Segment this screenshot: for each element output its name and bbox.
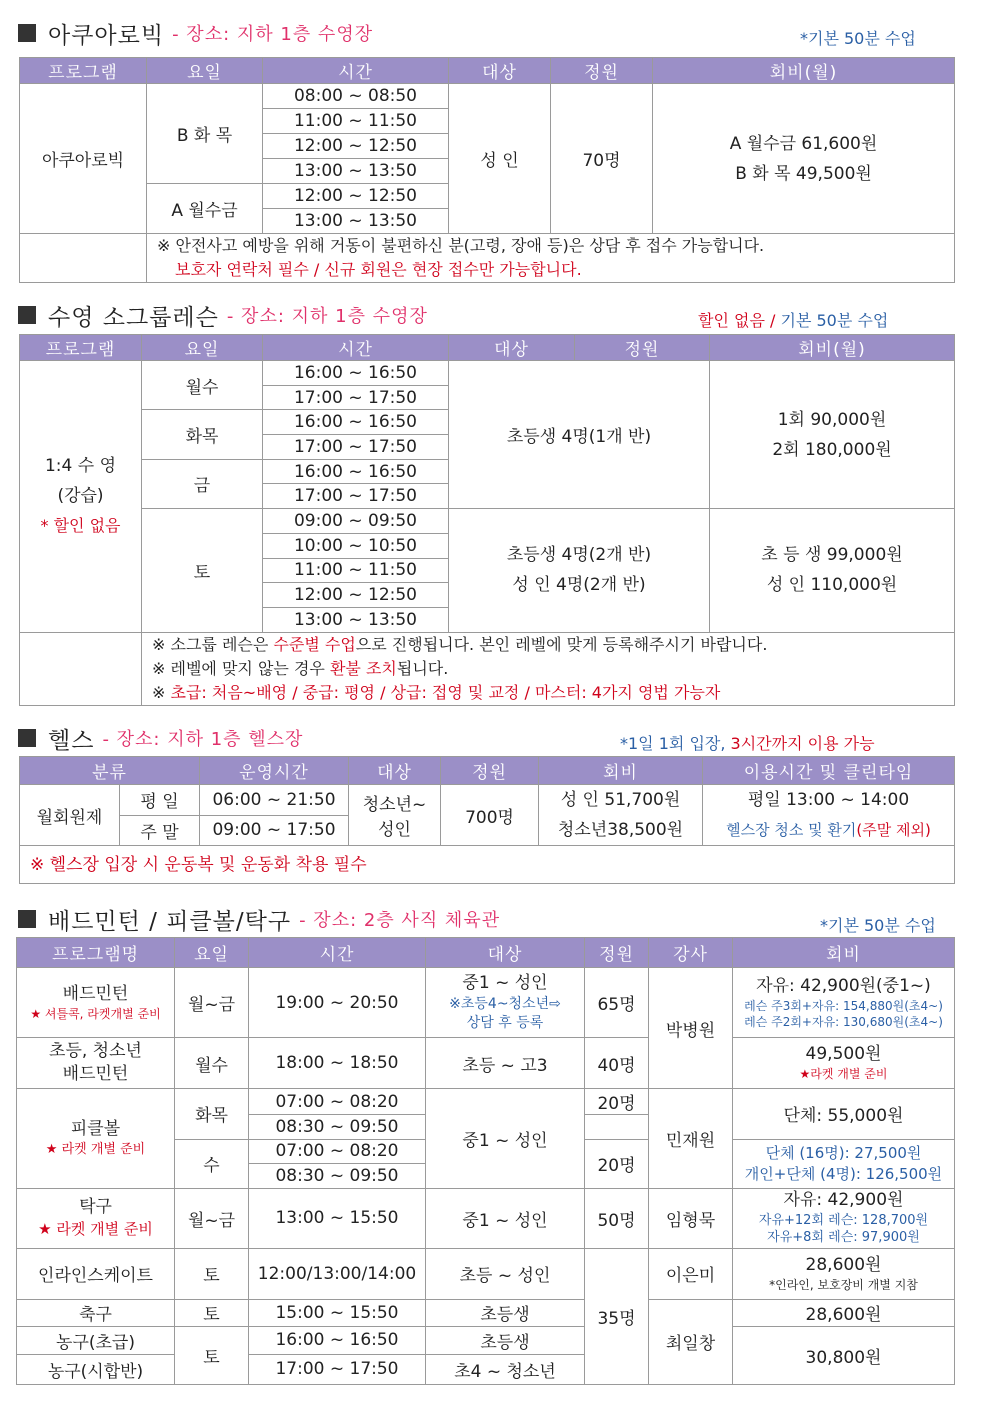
target-cell: 초4 ~ 청소년 bbox=[426, 1354, 585, 1384]
square-bullet-icon bbox=[18, 306, 36, 324]
section-title: 헬스 bbox=[48, 727, 95, 754]
instructor-cell: 최일창 bbox=[649, 1299, 733, 1384]
col-header: 대상 bbox=[449, 335, 575, 361]
day-cell: A 월수금 bbox=[147, 184, 263, 234]
program-line: 피클볼 bbox=[70, 1119, 121, 1139]
col-header: 정원 bbox=[551, 58, 653, 84]
col-header: 시간 bbox=[263, 58, 449, 84]
fee-line: B 화 목 49,500원 bbox=[735, 163, 872, 184]
col-header: 정원 bbox=[575, 335, 710, 361]
program-name: 아쿠아로빅 bbox=[20, 84, 147, 234]
fee-cell: 30,800원 bbox=[733, 1326, 955, 1384]
section-title: 수영 소그룹레슨 bbox=[48, 304, 219, 331]
notice-line bbox=[152, 633, 954, 657]
capacity-cell: 35명 bbox=[585, 1248, 649, 1384]
program-line: 배드민턴 bbox=[62, 1064, 129, 1084]
swim-table bbox=[19, 334, 955, 706]
col-header: 요일 bbox=[142, 335, 263, 361]
note-sep: / bbox=[764, 311, 781, 330]
col-header: 강사 bbox=[649, 938, 733, 968]
fee-cell bbox=[539, 785, 703, 846]
note-red: 3시간까지 이용 가능 bbox=[730, 734, 875, 753]
fee-note: 자유+8회 레슨: 97,900원 bbox=[767, 1230, 920, 1246]
target-cell bbox=[349, 785, 441, 846]
time-cell: 16:00 ~ 16:50 bbox=[249, 1326, 426, 1354]
instructor-cell: 이은미 bbox=[649, 1248, 733, 1299]
day-cell: 금 bbox=[142, 459, 263, 508]
fee-cell bbox=[733, 1248, 955, 1299]
time-cell: 17:00 ~ 17:50 bbox=[263, 385, 449, 410]
col-header: 운영시간 bbox=[200, 757, 349, 785]
fee-note: ★라켓 개별 준비 bbox=[799, 1067, 888, 1082]
target-line: 청소년~ bbox=[362, 795, 427, 815]
notice-line bbox=[152, 657, 954, 681]
capacity-cell: 20명 bbox=[585, 1139, 649, 1188]
col-header: 요일 bbox=[175, 938, 249, 968]
day-cell: 주 말 bbox=[120, 815, 200, 846]
time-cell: 17:00 ~ 17:50 bbox=[263, 435, 449, 460]
time-cell: 10:00 ~ 10:50 bbox=[263, 533, 449, 558]
gym-header bbox=[18, 721, 303, 755]
program-note: ★ 라켓 개별 준비 bbox=[38, 1220, 153, 1239]
col-header: 프로그램명 bbox=[17, 938, 175, 968]
notice-line: ※ 안전사고 예방을 위해 거동이 불편하신 분(고령, 장애 등)은 상담 후 접수 가능합니다. bbox=[157, 236, 765, 255]
day-cell: 토 bbox=[175, 1326, 249, 1384]
program-line: (강습) bbox=[57, 486, 104, 507]
fee-line: 성 인 110,000원 bbox=[766, 575, 898, 596]
capacity-cell: 70명 bbox=[551, 84, 653, 234]
target-cell: 중1 ~ 성인 bbox=[426, 1089, 585, 1189]
program-line: 1:4 수 영 bbox=[44, 456, 116, 477]
fee-line: A 월수금 61,600원 bbox=[729, 133, 878, 154]
time-cell: 17:00 ~ 17:50 bbox=[249, 1354, 426, 1384]
square-bullet-icon bbox=[18, 910, 36, 928]
target-cell: 초등생 4명(1개 반) bbox=[449, 361, 710, 509]
fee-line: 성 인 51,700원 bbox=[560, 790, 681, 810]
fee-cell: 단체: 55,000원 bbox=[733, 1089, 955, 1140]
col-header: 정원 bbox=[441, 757, 539, 785]
time-cell: 11:00 ~ 11:50 bbox=[263, 558, 449, 583]
capacity-cell: 20명 bbox=[585, 1089, 649, 1115]
col-header: 프로그램 bbox=[20, 58, 147, 84]
note-blue: 기본 50분 수업 bbox=[780, 311, 889, 330]
program-line: 초등, 청소년 bbox=[49, 1041, 142, 1062]
fee-line: 49,500원 bbox=[805, 1044, 882, 1065]
time-cell: 12:00 ~ 12:50 bbox=[263, 134, 449, 159]
col-header: 대상 bbox=[449, 58, 551, 84]
fee-cell bbox=[733, 1139, 955, 1188]
clean-highlight: (주말 제외) bbox=[856, 821, 931, 839]
notice-text: 됩니다. bbox=[396, 658, 449, 678]
target-cell: 초등생 bbox=[426, 1299, 585, 1326]
hours-cell: 09:00 ~ 17:50 bbox=[200, 815, 349, 846]
day-cell: 월수 bbox=[142, 361, 263, 410]
program-name: 농구(시합반) bbox=[17, 1354, 175, 1384]
section-title: 배드민턴 / 피클볼/탁구 bbox=[48, 908, 292, 935]
capacity-cell: 40명 bbox=[585, 1038, 649, 1089]
col-header: 정원 bbox=[585, 938, 649, 968]
fee-cell bbox=[710, 361, 955, 509]
day-cell: 화목 bbox=[175, 1089, 249, 1140]
fee-note: 자유+12회 레슨: 128,700원 bbox=[758, 1212, 929, 1228]
section-title: 아쿠아로빅 bbox=[48, 22, 165, 49]
clean-text: 헬스장 청소 및 환기 bbox=[726, 821, 857, 839]
time-cell: 07:00 ~ 08:20 bbox=[249, 1089, 426, 1115]
col-header: 요일 bbox=[147, 58, 263, 84]
day-cell: 토 bbox=[175, 1299, 249, 1326]
program-name: 인라인스케이트 bbox=[17, 1248, 175, 1299]
notice-highlight: 환불 조치 bbox=[329, 658, 397, 678]
notice-box bbox=[142, 632, 955, 705]
program-name bbox=[20, 361, 142, 633]
fee-cell bbox=[733, 968, 955, 1038]
col-header: 회비(월) bbox=[653, 58, 955, 84]
fee-line: 단체 (16명): 27,500원 bbox=[765, 1144, 922, 1163]
fee-cell: 28,600원 bbox=[733, 1299, 955, 1326]
target-line: 성인 bbox=[378, 820, 411, 840]
target-line: 성 인 4명(2개 반) bbox=[512, 575, 646, 596]
badminton-table bbox=[16, 937, 955, 1385]
clean-line: 평일 13:00 ~ 14:00 bbox=[747, 790, 910, 810]
time-cell: 08:30 ~ 09:50 bbox=[249, 1115, 426, 1140]
notice-text: ※ 소그룹 레슨은 bbox=[152, 634, 274, 654]
target-note: 상담 후 등록 bbox=[466, 1014, 544, 1031]
col-header: 회비 bbox=[733, 938, 955, 968]
fee-line: 초 등 생 99,000원 bbox=[761, 545, 903, 566]
notice-highlight: 초급: 처음~배영 / 중급: 평영 / 상급: 접영 및 교정 / 마스터: 4가지 영법 가능자 bbox=[170, 682, 721, 702]
program-name: 축구 bbox=[17, 1299, 175, 1326]
time-cell: 08:30 ~ 09:50 bbox=[249, 1164, 426, 1189]
col-header: 대상 bbox=[426, 938, 585, 968]
aerobic-table bbox=[19, 57, 955, 283]
time-cell: 08:00 ~ 08:50 bbox=[263, 84, 449, 109]
fee-line: 자유: 42,900원(중1~) bbox=[756, 975, 931, 996]
time-cell: 12:00 ~ 12:50 bbox=[263, 583, 449, 608]
notice-text: 으로 진행됩니다. 본인 레벨에 맞게 등록해주시기 바랍니다. bbox=[355, 634, 768, 654]
program-name bbox=[17, 1089, 175, 1189]
square-bullet-icon bbox=[18, 729, 36, 747]
fee-line: 28,600원 bbox=[805, 1254, 882, 1275]
target-cell: 성 인 bbox=[449, 84, 551, 234]
instructor-cell: 임형묵 bbox=[649, 1188, 733, 1248]
notice-box bbox=[147, 234, 955, 283]
fee-note: *인라인, 보호장비 개별 지참 bbox=[769, 1277, 918, 1292]
program-note: ★ 셔틀콕, 라켓개별 준비 bbox=[30, 1006, 161, 1021]
square-bullet-icon bbox=[18, 24, 36, 42]
program-name bbox=[17, 968, 175, 1038]
day-cell: 수 bbox=[175, 1139, 249, 1188]
program-name bbox=[17, 1038, 175, 1089]
notice-highlight: 수준별 수업 bbox=[273, 634, 356, 654]
program-name: 농구(초급) bbox=[17, 1326, 175, 1354]
day-cell: 토 bbox=[175, 1248, 249, 1299]
section-location: - 장소: 지하 1층 수영장 bbox=[226, 306, 428, 327]
day-cell: B 화 목 bbox=[147, 84, 263, 184]
fee-note: 레슨 주3회+자유: 154,880원(초4~) bbox=[744, 998, 943, 1013]
section-note bbox=[698, 308, 888, 331]
target-line: 중1 ~ 성인 bbox=[462, 973, 548, 994]
section-note: *기본 50분 수업 bbox=[800, 29, 916, 48]
col-header: 시간 bbox=[263, 335, 449, 361]
instructor-cell: 박병원 bbox=[649, 968, 733, 1089]
col-header: 회비(월) bbox=[710, 335, 955, 361]
notice-text: ※ 레벨에 맞지 않는 경우 bbox=[152, 658, 330, 678]
fee-line: 청소년38,500원 bbox=[557, 820, 684, 840]
time-cell: 13:00 ~ 13:50 bbox=[263, 607, 449, 632]
day-cell: 토 bbox=[142, 509, 263, 632]
fee-cell bbox=[653, 84, 955, 234]
fee-line: 1회 90,000원 bbox=[777, 409, 887, 430]
target-line: 초등생 4명(2개 반) bbox=[506, 545, 652, 566]
col-header: 이용시간 및 클린타임 bbox=[703, 757, 955, 785]
aerobic-header bbox=[18, 16, 373, 50]
section-note bbox=[620, 731, 875, 754]
program-line: 배드민턴 bbox=[62, 983, 129, 1004]
section-location: - 장소: 지하 1층 수영장 bbox=[172, 24, 374, 45]
time-cell: 13:00 ~ 15:50 bbox=[249, 1188, 426, 1248]
target-note: ※초등4~청소년⇨ bbox=[449, 996, 561, 1013]
target-cell bbox=[426, 968, 585, 1038]
fee-cell bbox=[733, 1188, 955, 1248]
time-cell: 18:00 ~ 18:50 bbox=[249, 1038, 426, 1089]
category-cell: 월회원제 bbox=[20, 785, 120, 846]
note-red: 할인 없음 bbox=[698, 311, 765, 330]
capacity-cell: 50명 bbox=[585, 1188, 649, 1248]
notice-line: 보호자 연락처 필수 / 신규 회원은 현장 접수만 가능합니다. bbox=[175, 260, 582, 279]
notice-line bbox=[152, 681, 954, 705]
hours-cell: 06:00 ~ 21:50 bbox=[200, 785, 349, 816]
fee-line: 자유: 42,900원 bbox=[783, 1189, 904, 1210]
section-note: *기본 50분 수업 bbox=[820, 916, 936, 935]
col-header: 프로그램 bbox=[20, 335, 142, 361]
fee-cell bbox=[733, 1038, 955, 1089]
capacity-cell: 700명 bbox=[441, 785, 539, 846]
time-cell: 16:00 ~ 16:50 bbox=[263, 459, 449, 484]
fee-note: 레슨 주2회+자유: 130,680원(초4~) bbox=[744, 1014, 943, 1029]
time-cell: 16:00 ~ 16:50 bbox=[263, 361, 449, 386]
clean-time-cell bbox=[703, 785, 955, 846]
capacity-cell: 65명 bbox=[585, 968, 649, 1038]
target-cell: 중1 ~ 성인 bbox=[426, 1188, 585, 1248]
fee-line: 개인+단체 (4명): 126,500원 bbox=[744, 1164, 943, 1183]
time-cell: 09:00 ~ 09:50 bbox=[263, 509, 449, 534]
fee-cell bbox=[710, 509, 955, 632]
time-cell: 13:00 ~ 13:50 bbox=[263, 159, 449, 184]
col-header: 대상 bbox=[349, 757, 441, 785]
day-cell: 평 일 bbox=[120, 785, 200, 816]
target-cell bbox=[449, 509, 710, 632]
time-cell: 11:00 ~ 11:50 bbox=[263, 109, 449, 134]
day-cell: 월수 bbox=[175, 1038, 249, 1089]
time-cell: 15:00 ~ 15:50 bbox=[249, 1299, 426, 1326]
time-cell: 12:00/13:00/14:00 bbox=[249, 1248, 426, 1299]
program-note: * 할인 없음 bbox=[40, 516, 121, 536]
instructor-cell: 민재원 bbox=[649, 1089, 733, 1189]
day-cell: 화목 bbox=[142, 410, 263, 459]
section-location: - 장소: 2층 사직 체육관 bbox=[299, 910, 501, 931]
notice-box: ※ 헬스장 입장 시 운동복 및 운동화 착용 필수 bbox=[20, 846, 955, 884]
time-cell: 19:00 ~ 20:50 bbox=[249, 968, 426, 1038]
notice-text: ※ bbox=[152, 682, 171, 702]
gym-table bbox=[19, 756, 955, 884]
time-cell: 13:00 ~ 13:50 bbox=[263, 209, 449, 234]
program-note: ★ 라켓 개별 준비 bbox=[45, 1141, 146, 1157]
swim-header bbox=[18, 298, 428, 332]
day-cell: 월~금 bbox=[175, 1188, 249, 1248]
col-header: 분류 bbox=[20, 757, 200, 785]
program-line: 탁구 bbox=[79, 1197, 112, 1218]
col-header: 회비 bbox=[539, 757, 703, 785]
target-cell: 초등 ~ 고3 bbox=[426, 1038, 585, 1089]
time-cell: 07:00 ~ 08:20 bbox=[249, 1139, 426, 1164]
time-cell: 12:00 ~ 12:50 bbox=[263, 184, 449, 209]
target-cell: 초등생 bbox=[426, 1326, 585, 1354]
badminton-header bbox=[18, 902, 500, 936]
note-blue: *1일 1회 입장, bbox=[620, 734, 731, 753]
col-header: 시간 bbox=[249, 938, 426, 968]
fee-line: 2회 180,000원 bbox=[772, 439, 892, 460]
time-cell: 17:00 ~ 17:50 bbox=[263, 484, 449, 509]
day-cell: 월~금 bbox=[175, 968, 249, 1038]
section-location: - 장소: 지하 1층 헬스장 bbox=[102, 729, 304, 750]
time-cell: 16:00 ~ 16:50 bbox=[263, 410, 449, 435]
program-name bbox=[17, 1188, 175, 1248]
target-cell: 초등 ~ 성인 bbox=[426, 1248, 585, 1299]
